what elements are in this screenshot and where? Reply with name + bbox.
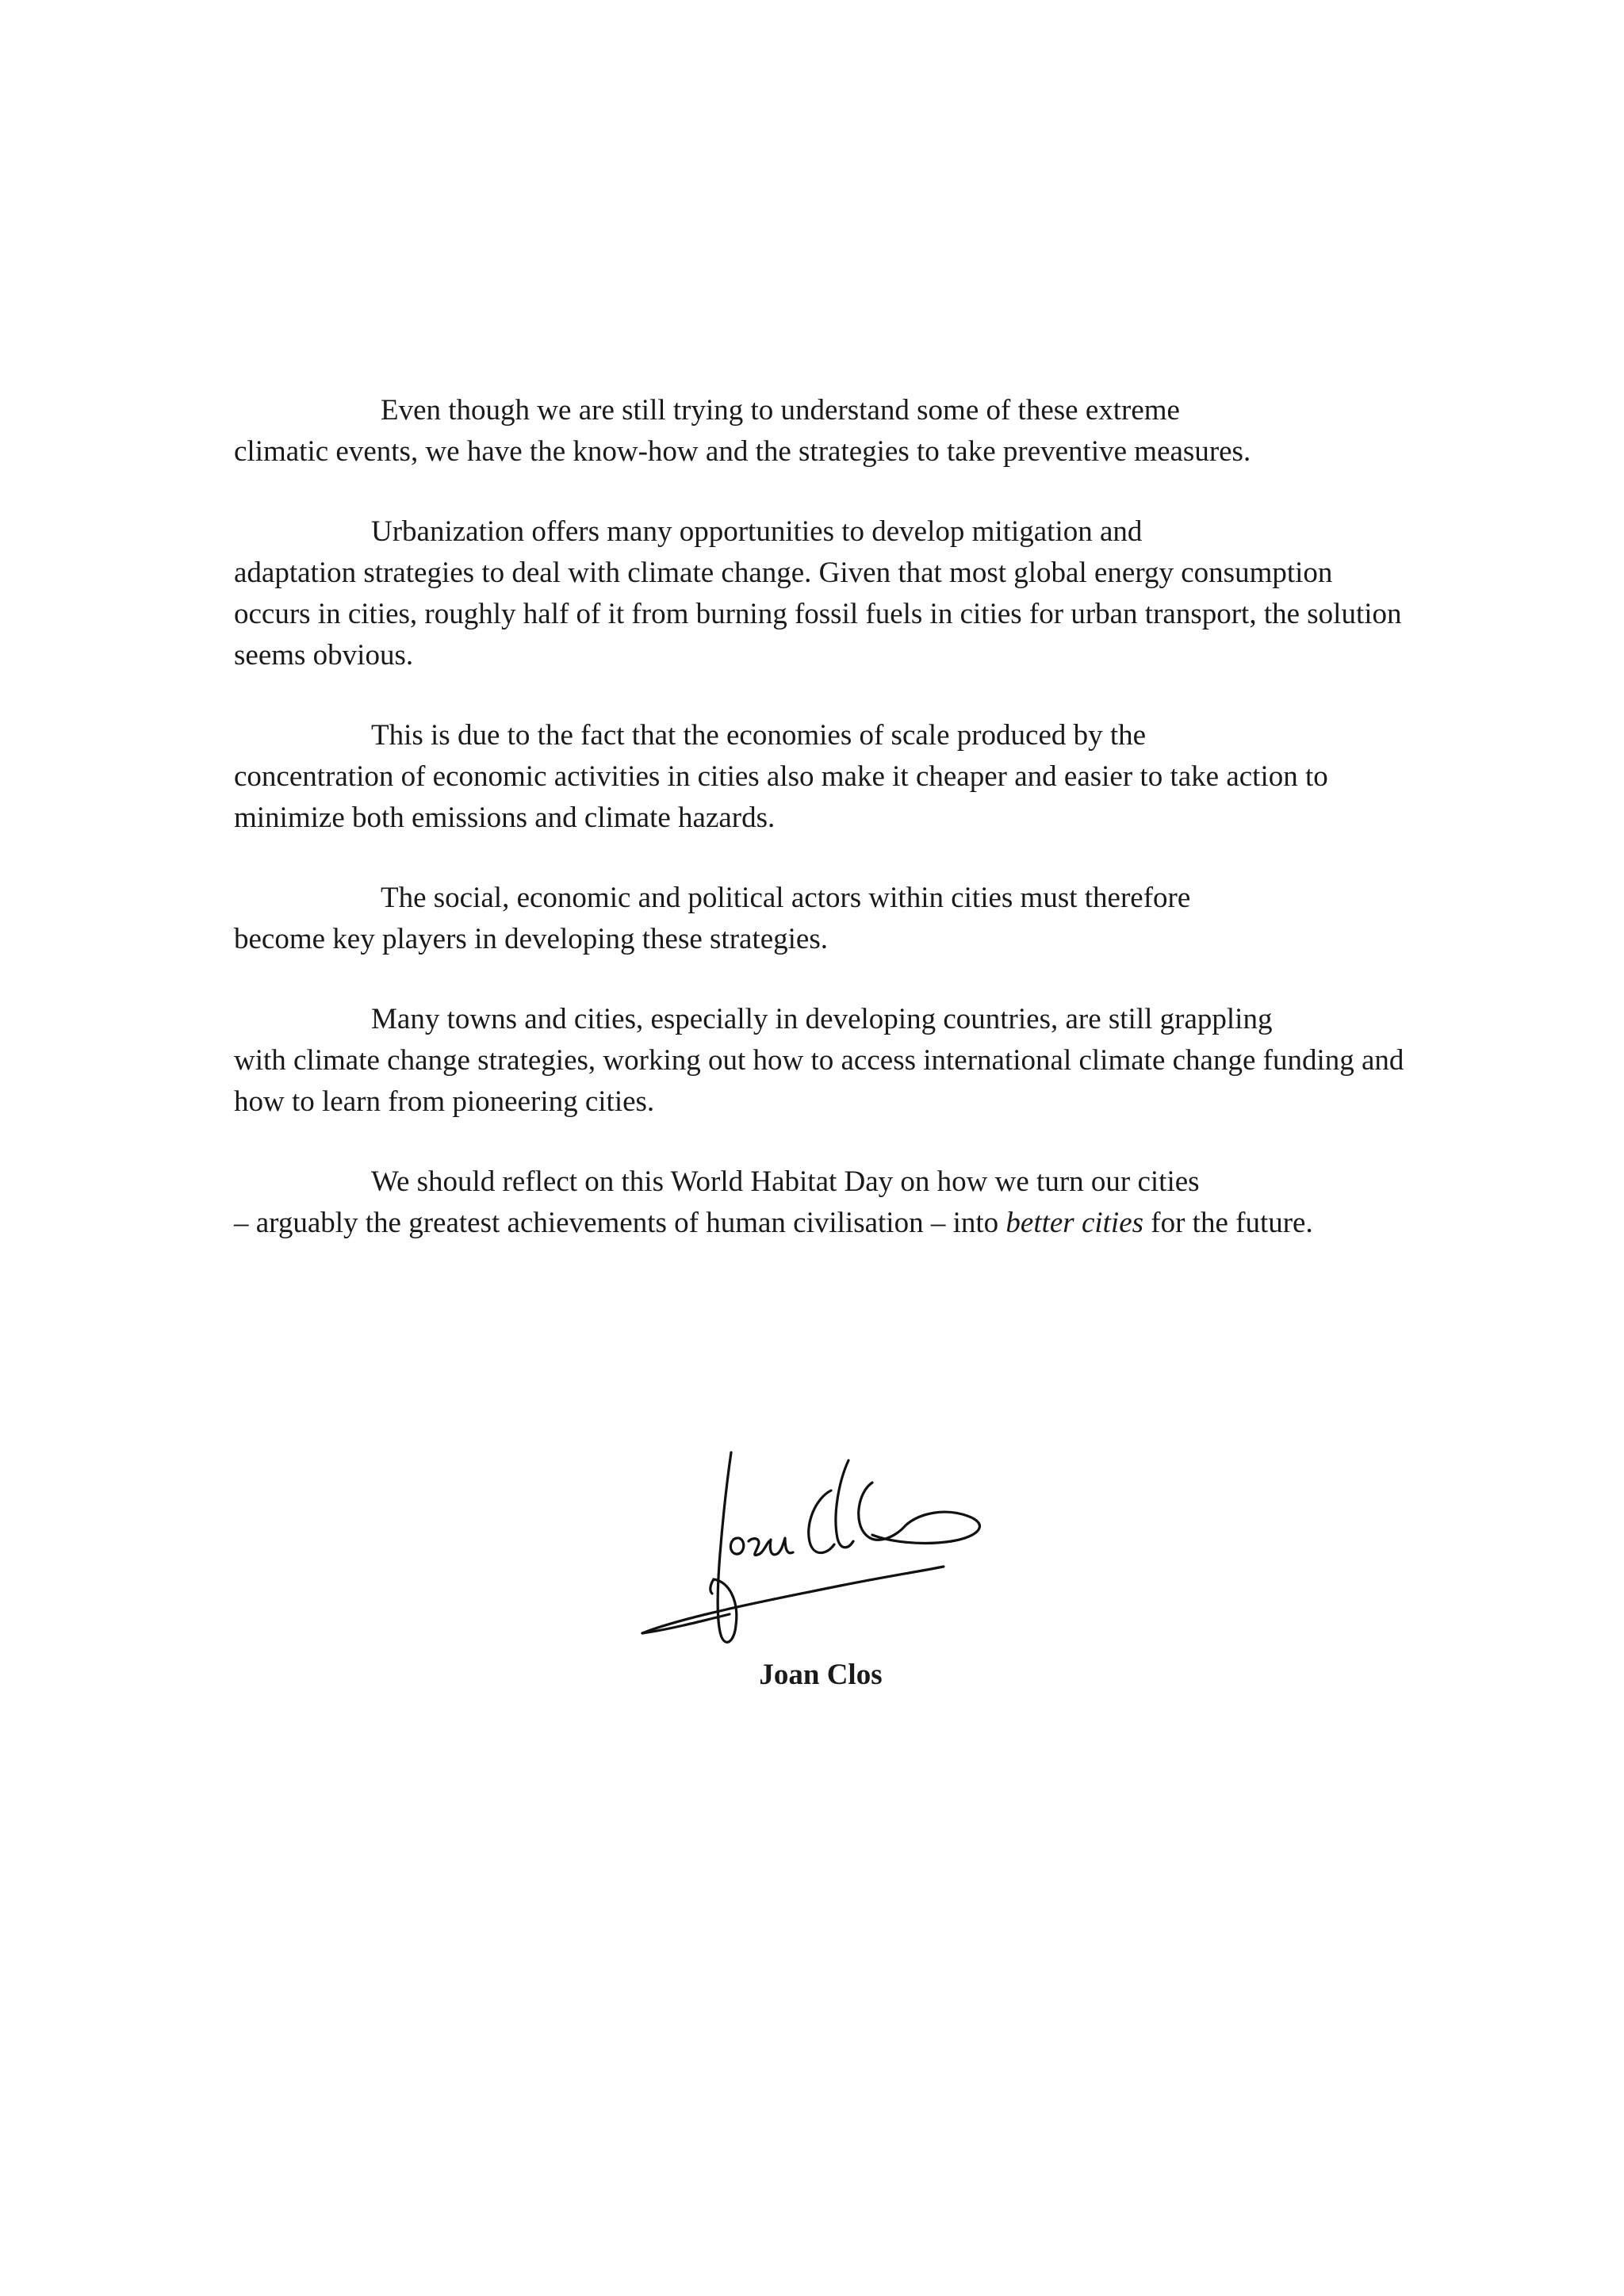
paragraph-6-rest-after: for the future. [1151, 1207, 1313, 1239]
paragraph-6-rest [234, 1203, 1408, 1244]
paragraph-1-first-line: Even though we are still trying to understand some of these extreme [381, 394, 1180, 427]
paragraph-6-rest-before: – arguably the greatest achievements of human civilisation – into [234, 1207, 999, 1239]
paragraph-5-rest: with climate change strategies, working out how to access international climate change funding and how to learn from pioneering cities. [234, 1044, 1404, 1118]
paragraph-5-first-line: Many towns and cities, especially in developing countries, are still grappling [371, 1003, 1273, 1035]
paragraph-2 [234, 511, 1408, 676]
paragraph-1-rest: climatic events, we have the know-how and the strategies to take preventive measures. [234, 435, 1251, 468]
paragraph-4 [234, 878, 1408, 960]
paragraph-4-first-line: The social, economic and political actors within cities must therefore [381, 882, 1191, 914]
paragraph-2-rest: adaptation strategies to deal with climate change. Given that most global energy consumption occurs in cities, roughly half of it from burning fossil fuels in cities for urban transport, the solution seems obvious. [234, 557, 1402, 672]
paragraph-6-first-line: We should reflect on this World Habitat Day on how we turn our cities [371, 1165, 1200, 1198]
paragraph-2-first-line: Urbanization offers many opportunities to develop mitigation and [371, 515, 1143, 548]
paragraph-6 [234, 1161, 1408, 1244]
paragraph-5 [234, 999, 1408, 1123]
paragraph-3-first-line: This is due to the fact that the economies of scale produced by the [371, 719, 1147, 752]
paragraph-3 [234, 715, 1408, 839]
signature-icon [634, 1443, 1007, 1649]
paragraph-3-rest: concentration of economic activities in cities also make it cheaper and easier to take action to minimize both emissions and climate hazards. [234, 760, 1328, 834]
signer-name: Joan Clos [759, 1659, 883, 1691]
paragraph-1 [234, 390, 1408, 473]
letter-body [234, 390, 1408, 1283]
emphasis-better-cities: better cities [1005, 1207, 1144, 1239]
handwritten-signature [634, 1443, 1007, 1649]
paragraph-4-rest: become key players in developing these strategies. [234, 923, 828, 955]
